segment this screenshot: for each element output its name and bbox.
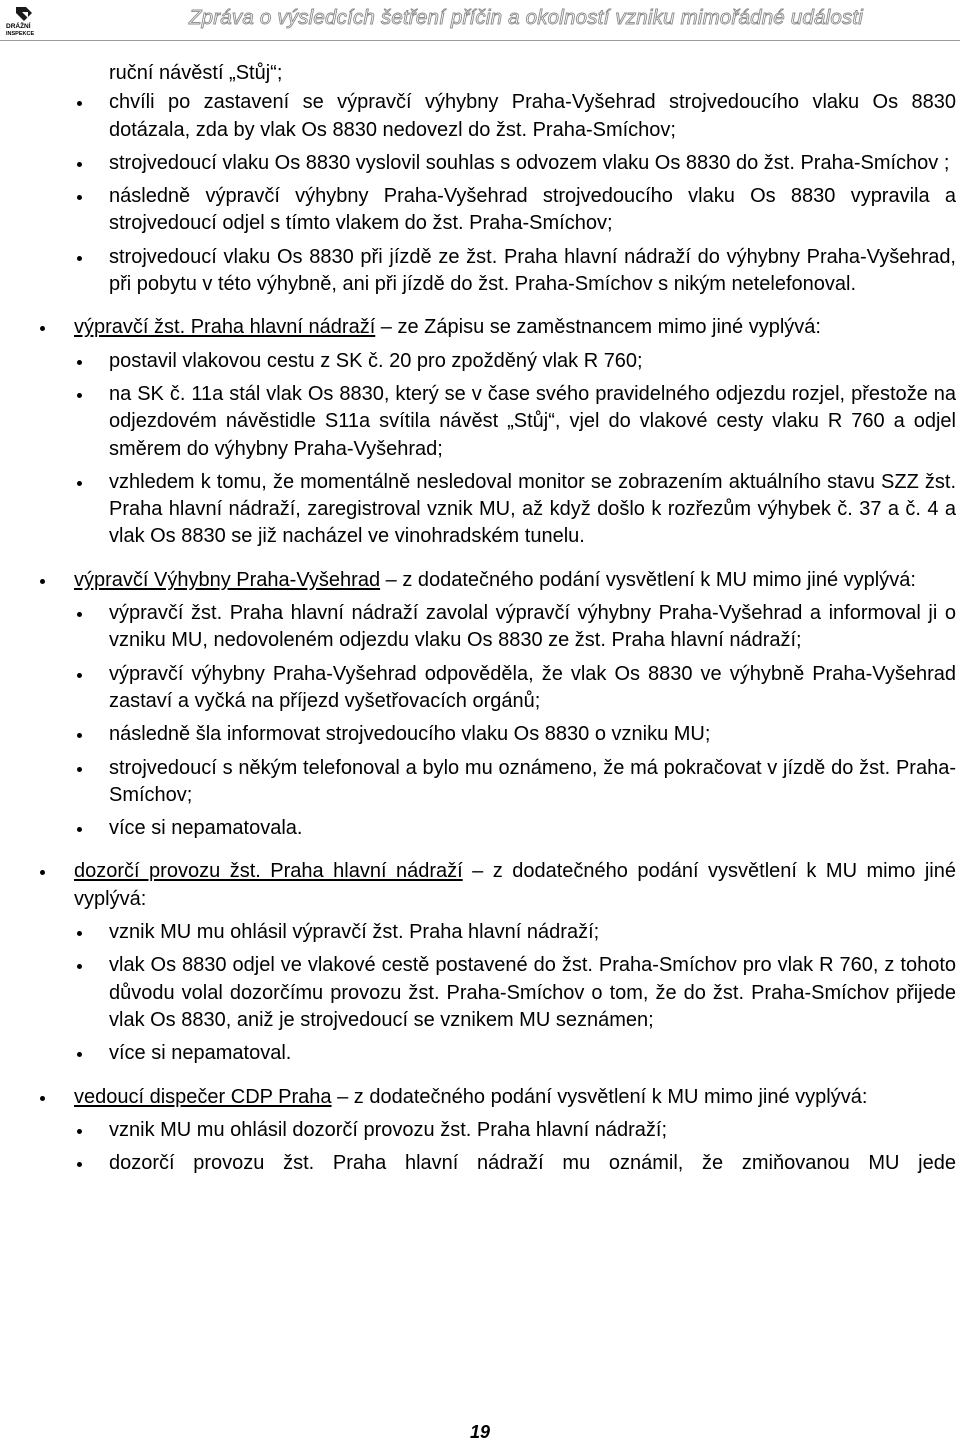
list-item xyxy=(0,244,960,299)
list-item xyxy=(0,348,960,375)
list-item xyxy=(0,469,960,551)
bullet-icon xyxy=(40,870,45,875)
bullet-icon xyxy=(77,733,82,738)
list-item xyxy=(0,150,960,177)
list-item xyxy=(0,815,960,842)
bullet-icon xyxy=(77,931,82,936)
page-header xyxy=(0,0,960,42)
list-item-text: vzhledem k tomu, že momentálně nesledoval monitor se zobrazením aktuálního stavu SZZ žst. Praha hlavní nádraží, zaregistroval vznik MU, až když došlo k rozřezům výhybek č. 37 a č. 4 a vlak Os 8830 se již nacházel ve vinohradském tunelu. xyxy=(109,470,956,548)
bullet-icon xyxy=(77,360,82,365)
list-item xyxy=(0,89,960,144)
list-item-text: více si nepamatoval. xyxy=(109,1042,292,1065)
bullet-icon xyxy=(77,393,82,398)
section-source: výpravčí žst. Praha hlavní nádraží xyxy=(74,316,376,339)
list-item-text: strojvedoucí s někým telefonoval a bylo mu oznámeno, že má pokračovat v jízdě do žst. Praha-Smíchov; xyxy=(109,756,956,806)
list-item-text: dozorčí provozu žst. Praha hlavní nádraží mu oznámil, že zmiňovanou MU jede xyxy=(109,1152,956,1175)
section-heading xyxy=(0,567,960,594)
bullet-icon xyxy=(77,195,82,200)
list-item xyxy=(0,183,960,238)
drazni-inspekce-logo xyxy=(4,4,44,38)
list-item xyxy=(0,381,960,463)
header-title: Zpráva o výsledcích šetření příčin a okolností vzniku mimořádné události xyxy=(188,6,864,29)
section-heading xyxy=(0,858,960,913)
bullet-icon xyxy=(77,256,82,261)
list-item-continuation xyxy=(0,60,960,87)
bullet-icon xyxy=(77,612,82,617)
section-heading xyxy=(0,1084,960,1111)
bullet-icon xyxy=(77,1052,82,1057)
list-item xyxy=(0,1117,960,1144)
bullet-icon xyxy=(77,827,82,832)
list-item xyxy=(0,1150,960,1177)
list-item-text: postavil vlakovou cestu z SK č. 20 pro zpožděný vlak R 760; xyxy=(109,349,643,372)
bullet-icon xyxy=(77,481,82,486)
list-item-text: strojvedoucí vlaku Os 8830 při jízdě ze žst. Praha hlavní nádraží do výhybny Praha-Vyšehrad, při pobytu v této výhybně, ani při jízdě do žst. Praha-Smíchov s nikým netelefonoval. xyxy=(109,245,956,296)
document-body xyxy=(0,60,960,1183)
bullet-icon xyxy=(40,1096,45,1101)
list-item-text: strojvedoucí vlaku Os 8830 vyslovil souhlas s odvozem vlaku Os 8830 do žst. Praha-Smíchov ; xyxy=(109,151,950,174)
bullet-icon xyxy=(77,767,82,772)
bullet-icon xyxy=(77,162,82,167)
list-item xyxy=(0,952,960,1034)
list-item-text: ruční návěstí „Stůj“; xyxy=(109,62,283,84)
list-item xyxy=(0,1040,960,1067)
list-item-text: chvíli po zastavení se výpravčí výhybny Praha-Vyšehrad strojvedoucího vlaku Os 8830 dotázala, zda by vlak Os 8830 nedovezl do žst. Praha-Smíchov; xyxy=(109,91,956,141)
list-item xyxy=(0,919,960,946)
list-item xyxy=(0,600,960,655)
list-item-text: vznik MU mu ohlásil dozorčí provozu žst. Praha hlavní nádraží; xyxy=(109,1118,668,1141)
section-intro: – z dodatečného podání vysvětlení k MU mimo jiné vyplývá: xyxy=(331,1085,868,1108)
bullet-icon xyxy=(77,1162,82,1167)
list-item-text: výpravčí výhybny Praha-Vyšehrad odpověděla, že vlak Os 8830 ve výhybně Praha-Vyšehrad zastaví a vyčká na příjezd vyšetřovacích orgánů; xyxy=(109,662,956,712)
list-item-text: následně šla informovat strojvedoucího vlaku Os 8830 o vzniku MU; xyxy=(109,723,711,746)
section-heading xyxy=(0,314,960,341)
section-source: vedoucí dispečer CDP Praha xyxy=(74,1085,332,1108)
bullet-icon xyxy=(77,1129,82,1134)
bullet-icon xyxy=(77,673,82,678)
list-item xyxy=(0,661,960,716)
bullet-icon xyxy=(77,964,82,969)
header-divider xyxy=(0,40,960,41)
bullet-icon xyxy=(77,101,82,106)
list-item-text: více si nepamatovala. xyxy=(109,817,303,840)
list-item-text: vlak Os 8830 odjel ve vlakové cestě postavené do žst. Praha-Smíchov pro vlak R 760, z tohoto důvodu volal dozorčímu provozu žst. Praha-Smíchov o tom, že do žst. Praha-Smíchov přijede vlak Os 8830, aniž je strojvedoucí se vznikem MU seznámen; xyxy=(109,954,956,1031)
page-number: 19 xyxy=(469,1422,491,1442)
list-item-text: na SK č. 11a stál vlak Os 8830, který se v čase svého pravidelného odjezdu rozjel, přestože na odjezdovém návěstidle S11a svítila návěst „Stůj“, vjel do vlakové cesty vlaku R 760 a odjel směrem do výhybny Praha-Vyšehrad; xyxy=(109,382,956,460)
section-source: dozorčí provozu žst. Praha hlavní nádraží xyxy=(74,860,463,883)
list-item xyxy=(0,721,960,748)
list-item-text: vznik MU mu ohlásil výpravčí žst. Praha hlavní nádraží; xyxy=(109,921,600,944)
section-intro: – ze Zápisu se zaměstnancem mimo jiné vyplývá: xyxy=(375,316,821,339)
section-intro: – z dodatečného podání vysvětlení k MU mimo jiné vyplývá: xyxy=(380,568,916,591)
list-item xyxy=(0,755,960,810)
bullet-icon xyxy=(40,579,45,584)
bullet-icon xyxy=(40,326,45,331)
logo-text-line1: DRÁŽNÍ xyxy=(6,23,31,30)
list-item-text: následně výpravčí výhybny Praha-Vyšehrad strojvedoucího vlaku Os 8830 vypravila a strojvedoucí odjel s tímto vlakem do žst. Praha-Smíchov; xyxy=(109,185,956,235)
list-item-text: výpravčí žst. Praha hlavní nádraží zavolal výpravčí výhybny Praha-Vyšehrad a informoval ji o vzniku MU, nedovoleném odjezdu vlaku Os 8830 ze žst. Praha hlavní nádraží; xyxy=(109,602,956,652)
section-source: výpravčí Výhybny Praha-Vyšehrad xyxy=(74,568,381,591)
section-intro: – z dodatečného podání vysvětlení k MU mimo jiné vyplývá: xyxy=(74,860,956,910)
logo-text-line2: INSPEKCE xyxy=(6,31,35,37)
